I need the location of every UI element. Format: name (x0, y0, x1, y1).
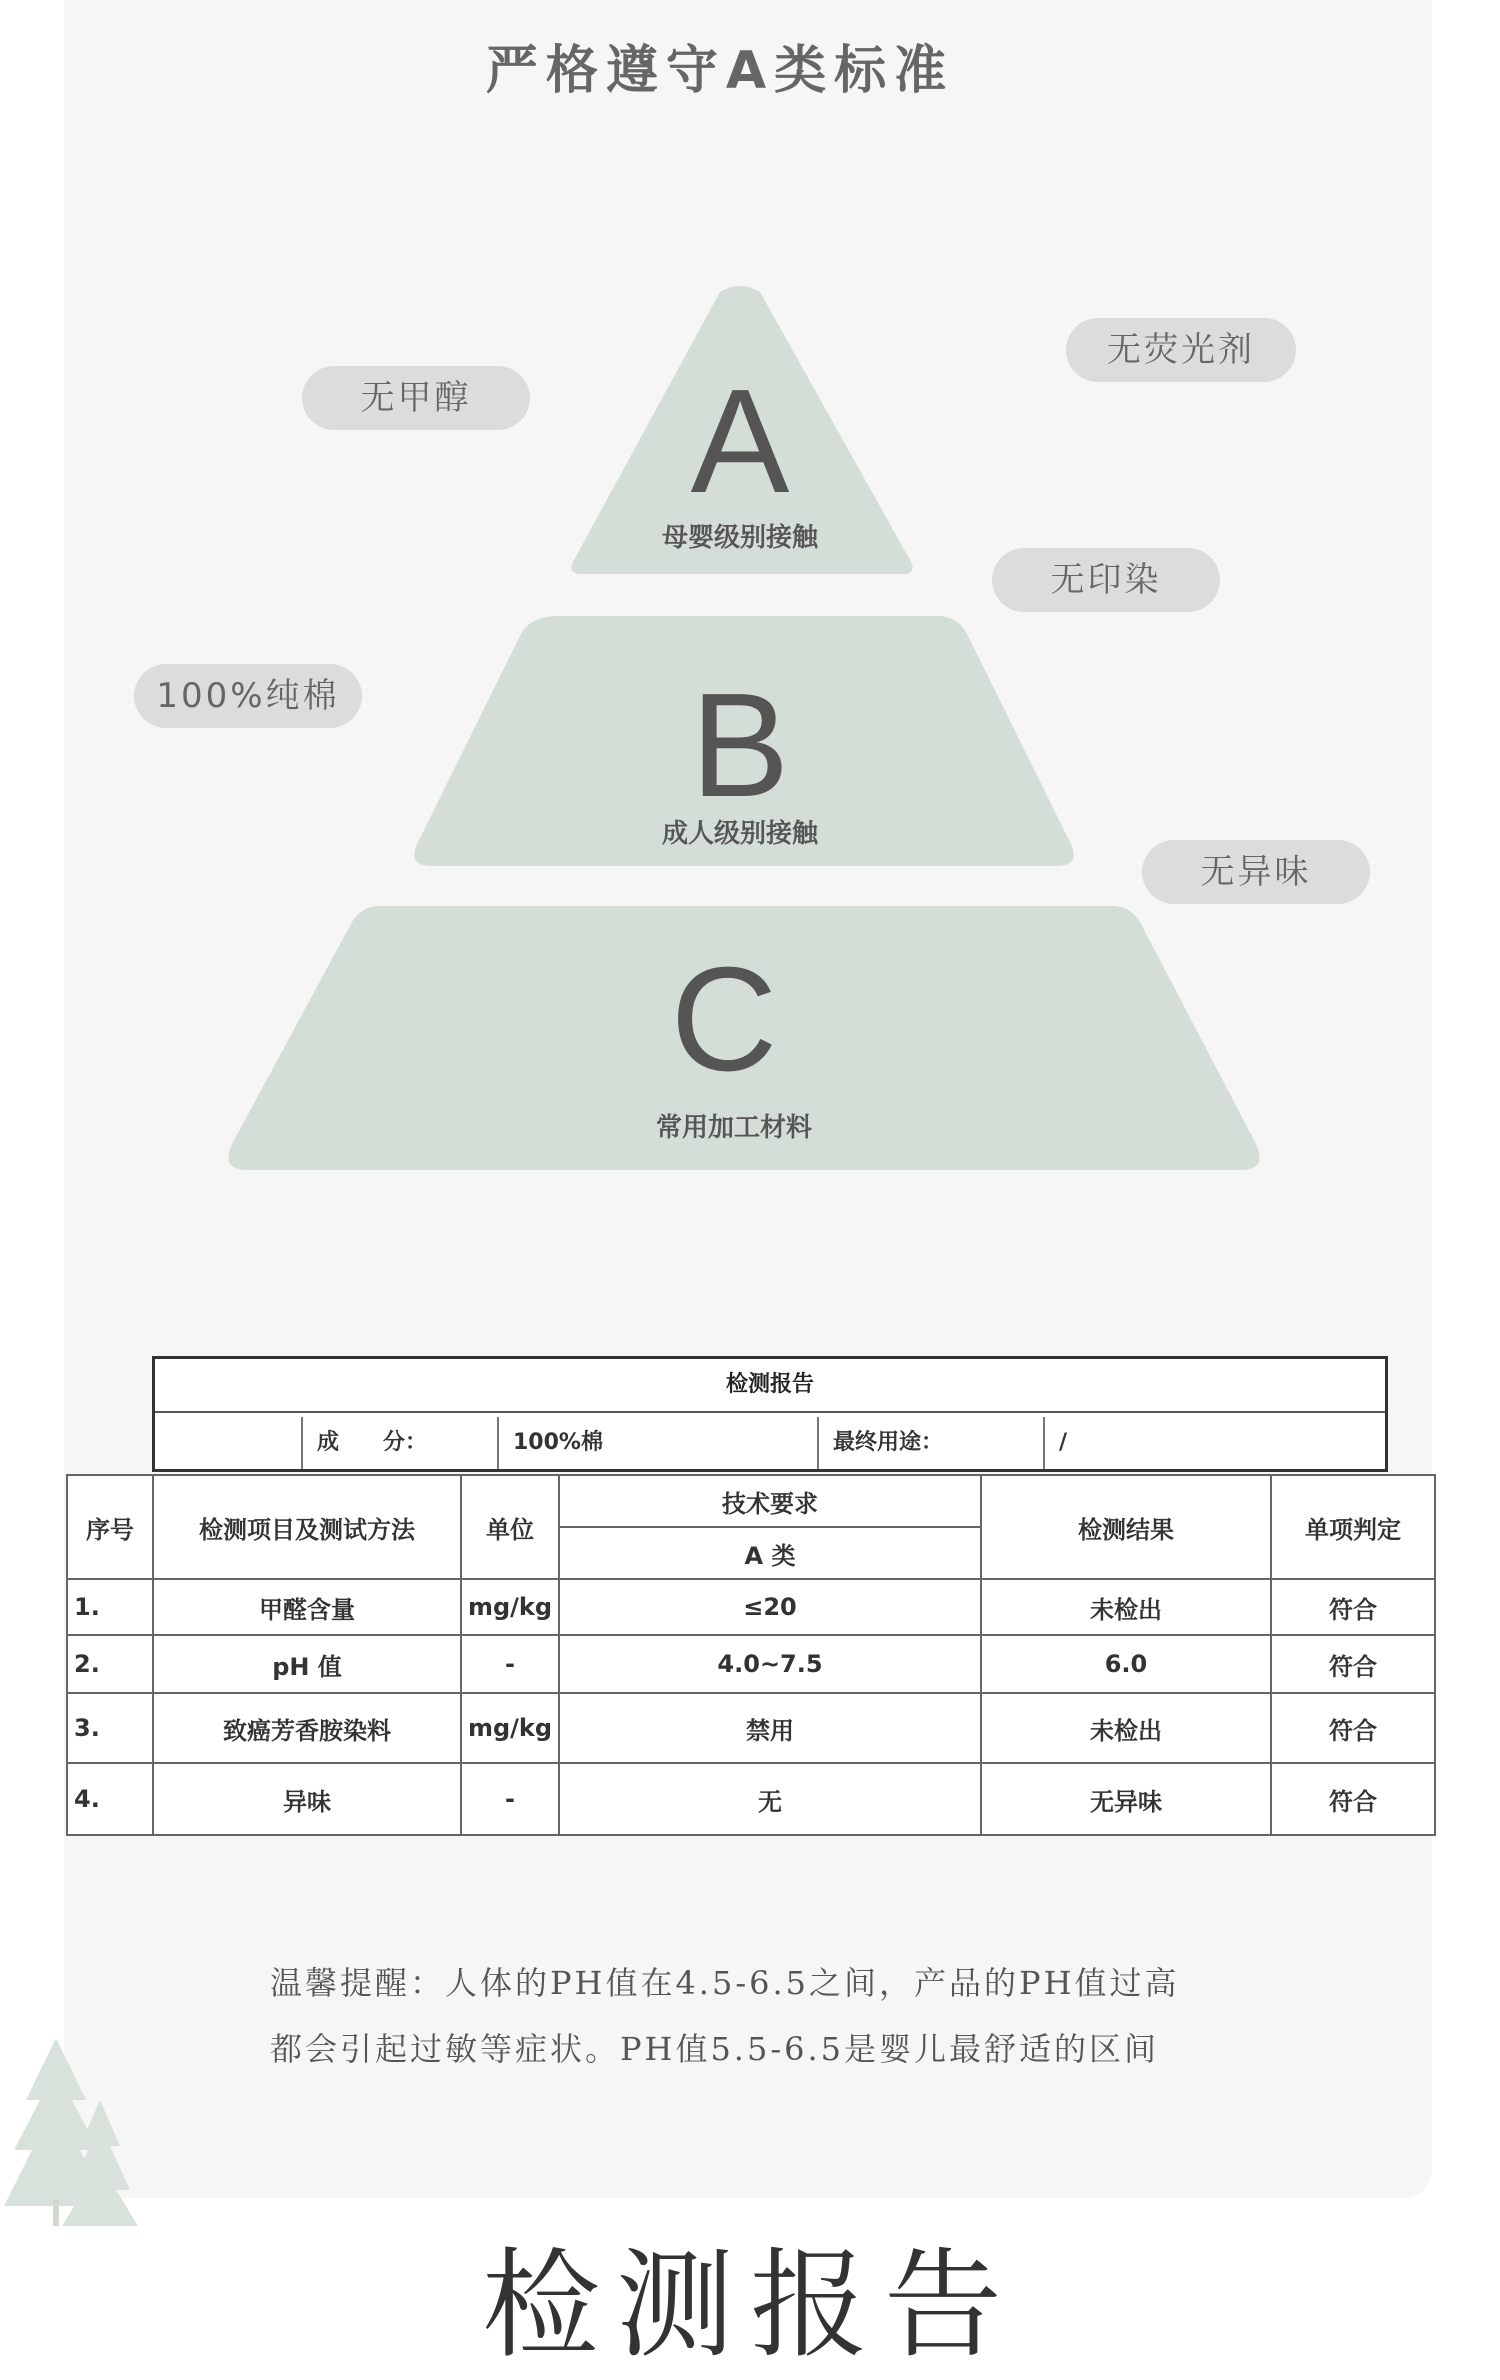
row-item: 致癌芳香胺染料 (153, 1693, 461, 1763)
row-no: 2. (67, 1635, 153, 1693)
row-verdict: 符合 (1271, 1635, 1435, 1693)
tag-no-odor: 无异味 (1142, 840, 1370, 904)
row-unit: - (461, 1763, 559, 1835)
row-result: 未检出 (981, 1693, 1271, 1763)
row-unit: mg/kg (461, 1693, 559, 1763)
report-title: 检测报告 (155, 1359, 1385, 1413)
reminder-line-2: 都会引起过敏等症状。PH值5.5-6.5是婴儿最舒适的区间 (270, 2030, 1160, 2068)
tag-no-methanol: 无甲醇 (302, 366, 530, 430)
report-meta-row (155, 1413, 1385, 1469)
row-item: pH 值 (153, 1635, 461, 1693)
table-row (67, 1763, 1435, 1835)
composition-value: 100%棉 (497, 1417, 817, 1469)
page-headline: 严格遵守A类标准 (485, 41, 955, 101)
row-requirement: ≤20 (559, 1579, 981, 1635)
tier-b-letter: B (690, 663, 790, 828)
header-verdict: 单项判定 (1271, 1475, 1435, 1579)
table-row (67, 1635, 1435, 1693)
composition-label: 成 分： (301, 1417, 497, 1469)
row-requirement: 4.0~7.5 (559, 1635, 981, 1693)
row-unit: - (461, 1635, 559, 1693)
table-row (67, 1579, 1435, 1635)
header-no: 序号 (67, 1475, 153, 1579)
tier-c-letter: C (670, 937, 778, 1102)
tier-c-caption: 常用加工材料 (655, 1113, 813, 1143)
row-no: 3. (67, 1693, 153, 1763)
row-item: 异味 (153, 1763, 461, 1835)
pine-tree-icon (0, 2030, 150, 2230)
end-use-label: 最终用途： (817, 1417, 1043, 1469)
row-verdict: 符合 (1271, 1763, 1435, 1835)
header-requirement-class: A 类 (559, 1527, 981, 1579)
row-no: 4. (67, 1763, 153, 1835)
table-header-row (67, 1475, 1435, 1527)
row-requirement: 禁用 (559, 1693, 981, 1763)
header-unit: 单位 (461, 1475, 559, 1579)
section-title: 检测报告 (481, 2236, 1018, 2374)
reminder-line-1: 温馨提醒：人体的PH值在4.5-6.5之间，产品的PH值过高 (270, 1964, 1180, 2002)
tier-a-caption: 母婴级别接触 (661, 523, 819, 553)
table-row (67, 1693, 1435, 1763)
row-verdict: 符合 (1271, 1579, 1435, 1635)
tier-a-letter: A (690, 359, 790, 524)
row-result: 无异味 (981, 1763, 1271, 1835)
header-result: 检测结果 (981, 1475, 1271, 1579)
warm-reminder (270, 1950, 1290, 2082)
row-requirement: 无 (559, 1763, 981, 1835)
row-no: 1. (67, 1579, 153, 1635)
tag-no-brightener: 无荧光剂 (1066, 318, 1296, 382)
row-item: 甲醛含量 (153, 1579, 461, 1635)
report-header (152, 1356, 1388, 1472)
header-item: 检测项目及测试方法 (153, 1475, 461, 1579)
header-requirement: 技术要求 (559, 1475, 981, 1527)
row-unit: mg/kg (461, 1579, 559, 1635)
row-result: 未检出 (981, 1579, 1271, 1635)
tag-no-printing-dye: 无印染 (992, 548, 1220, 612)
row-verdict: 符合 (1271, 1693, 1435, 1763)
row-result: 6.0 (981, 1635, 1271, 1693)
test-report-table (66, 1474, 1436, 1836)
tier-b-caption: 成人级别接触 (661, 819, 819, 849)
tag-pure-cotton: 100%纯棉 (134, 664, 362, 728)
end-use-value: / (1043, 1417, 1383, 1469)
